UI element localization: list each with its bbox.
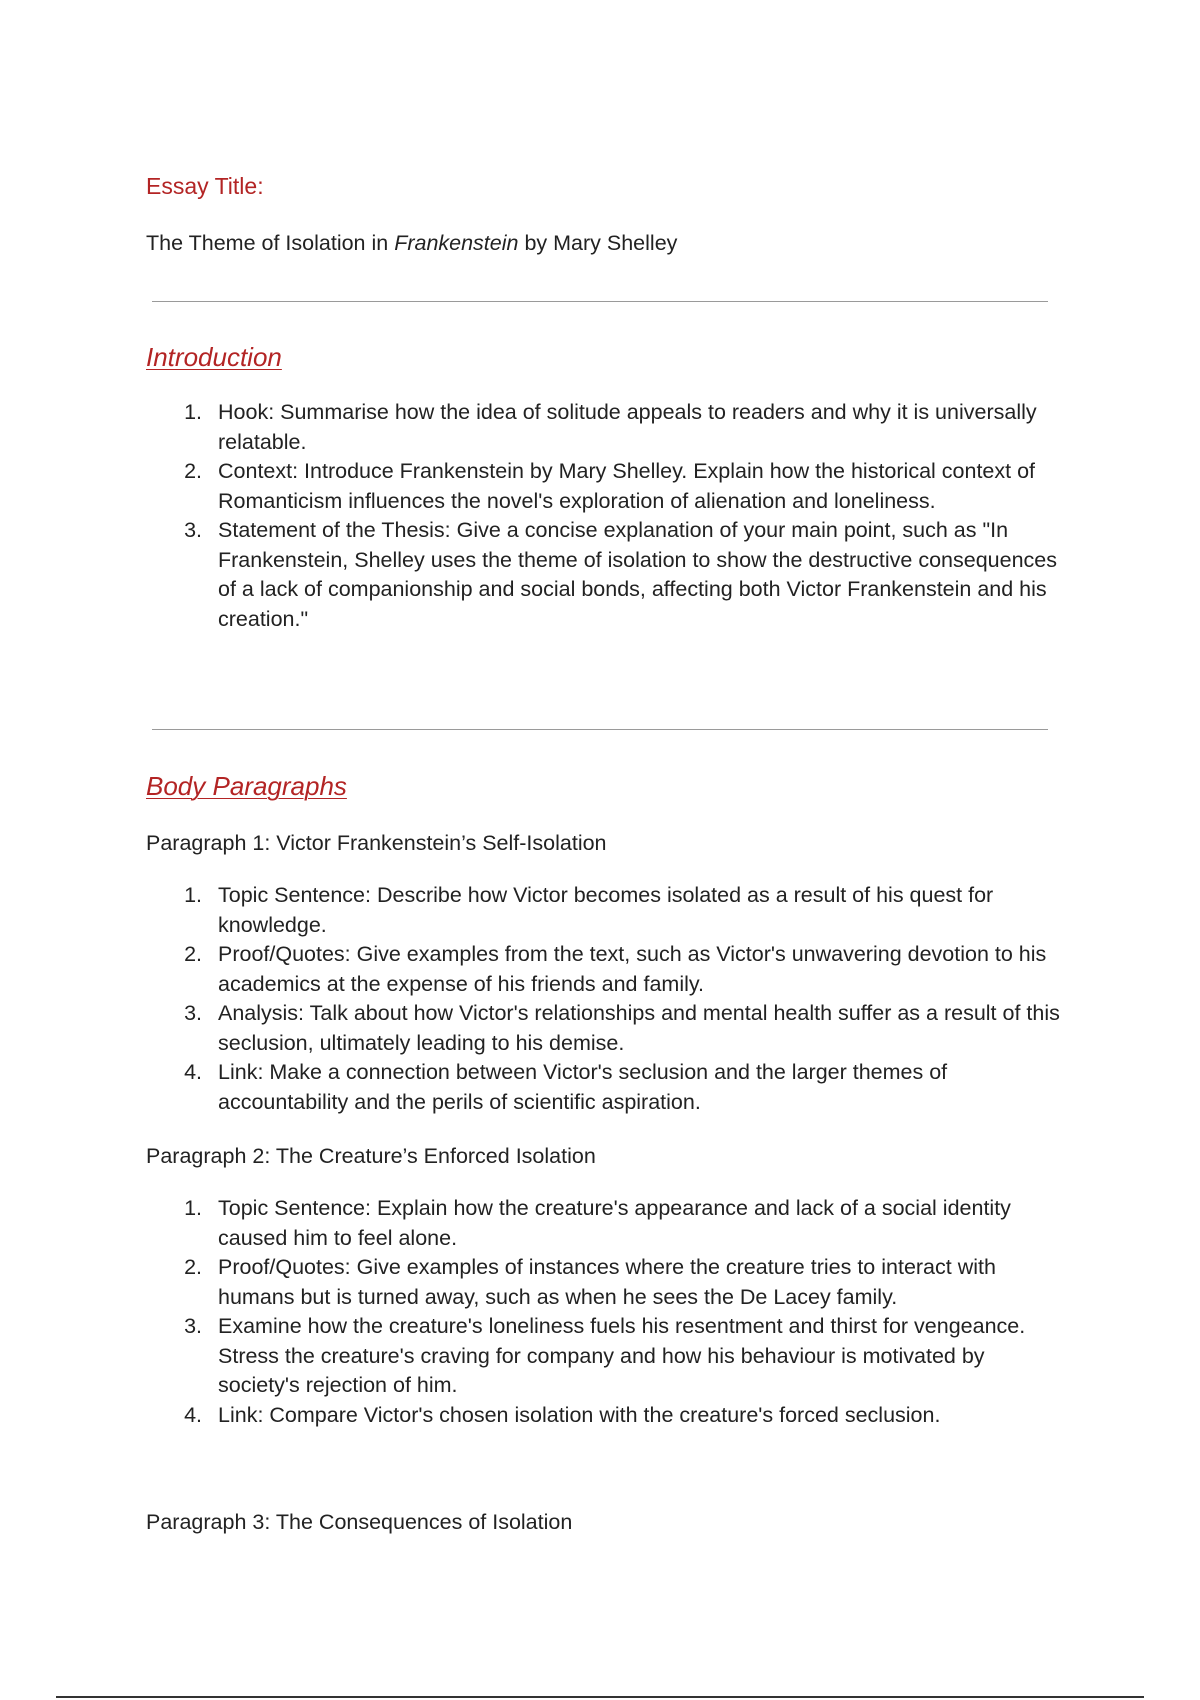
list-item bbox=[180, 1058, 1060, 1117]
list-number: 3. bbox=[184, 1314, 202, 1338]
paragraph-1-title: Paragraph 1: Victor Frankenstein’s Self-Isolation bbox=[146, 831, 607, 855]
list-text: Link: Compare Victor's chosen isolation with the creature's forced seclusion. bbox=[218, 1402, 941, 1427]
list-text: Topic Sentence: Explain how the creature's appearance and lack of a social identity caused him to feel alone. bbox=[218, 1196, 1011, 1250]
list-text: Examine how the creature's loneliness fuels his resentment and thirst for vengeance. Stress the creature's craving for company and how his behaviour is motivated by society's rejection of him. bbox=[218, 1314, 1026, 1397]
essay-title-prefix: The Theme of Isolation in bbox=[146, 231, 395, 255]
list-item bbox=[180, 516, 1060, 634]
divider-1 bbox=[152, 301, 1048, 302]
list-number: 2. bbox=[184, 459, 202, 483]
list-text: Topic Sentence: Describe how Victor becomes isolated as a result of his quest for knowledge. bbox=[218, 883, 994, 937]
list-item bbox=[180, 1401, 1060, 1431]
list-text: Statement of the Thesis: Give a concise explanation of your main point, such as "In Frankenstein, Shelley uses the theme of isolation to show the destructive consequences of a lack of companionship and social bonds, affecting both Victor Frankenstein and his creation." bbox=[218, 518, 1057, 631]
introduction-list bbox=[180, 398, 1060, 634]
list-number: 1. bbox=[184, 400, 202, 424]
paragraph-2-title: Paragraph 2: The Creature’s Enforced Isolation bbox=[146, 1144, 596, 1168]
list-number: 1. bbox=[184, 1196, 202, 1220]
paragraph-1-list bbox=[180, 881, 1060, 1117]
list-text: Proof/Quotes: Give examples from the text, such as Victor's unwavering devotion to his academics at the expense of his friends and family. bbox=[218, 942, 1047, 996]
list-item bbox=[180, 940, 1060, 999]
divider-2 bbox=[152, 729, 1048, 730]
page-bottom-rule bbox=[56, 1696, 1144, 1698]
paragraph-3-title: Paragraph 3: The Consequences of Isolation bbox=[146, 1510, 573, 1534]
list-number: 3. bbox=[184, 518, 202, 542]
list-number: 2. bbox=[184, 942, 202, 966]
list-text: Context: Introduce Frankenstein by Mary Shelley. Explain how the historical context of Romanticism influences the novel's exploration of alienation and loneliness. bbox=[218, 459, 1036, 513]
list-text: Link: Make a connection between Victor's seclusion and the larger themes of accountability and the perils of scientific aspiration. bbox=[218, 1060, 948, 1114]
list-item bbox=[180, 398, 1060, 457]
list-number: 1. bbox=[184, 883, 202, 907]
body-paragraphs-heading: Body Paragraphs bbox=[146, 771, 347, 801]
essay-title bbox=[146, 231, 677, 256]
list-text: Proof/Quotes: Give examples of instances where the creature tries to interact with humans but is turned away, such as when he sees the De Lacey family. bbox=[218, 1255, 996, 1309]
essay-title-label: Essay Title: bbox=[146, 173, 264, 199]
list-number: 2. bbox=[184, 1255, 202, 1279]
introduction-heading: Introduction bbox=[146, 342, 282, 372]
list-item bbox=[180, 457, 1060, 516]
list-number: 4. bbox=[184, 1402, 202, 1427]
list-number: 3. bbox=[184, 1001, 202, 1025]
paragraph-2-list bbox=[180, 1194, 1060, 1430]
list-item bbox=[180, 999, 1060, 1058]
list-number: 4. bbox=[184, 1060, 202, 1084]
list-item bbox=[180, 881, 1060, 940]
list-item bbox=[180, 1253, 1060, 1312]
list-text: Analysis: Talk about how Victor's relationships and mental health suffer as a result of this seclusion, ultimately leading to his demise. bbox=[218, 1001, 1060, 1055]
essay-title-suffix: by Mary Shelley bbox=[518, 231, 678, 255]
list-text: Hook: Summarise how the idea of solitude appeals to readers and why it is universally relatable. bbox=[218, 400, 1037, 454]
list-item bbox=[180, 1194, 1060, 1253]
essay-title-italic: Frankenstein bbox=[394, 231, 519, 255]
list-item bbox=[180, 1312, 1060, 1401]
